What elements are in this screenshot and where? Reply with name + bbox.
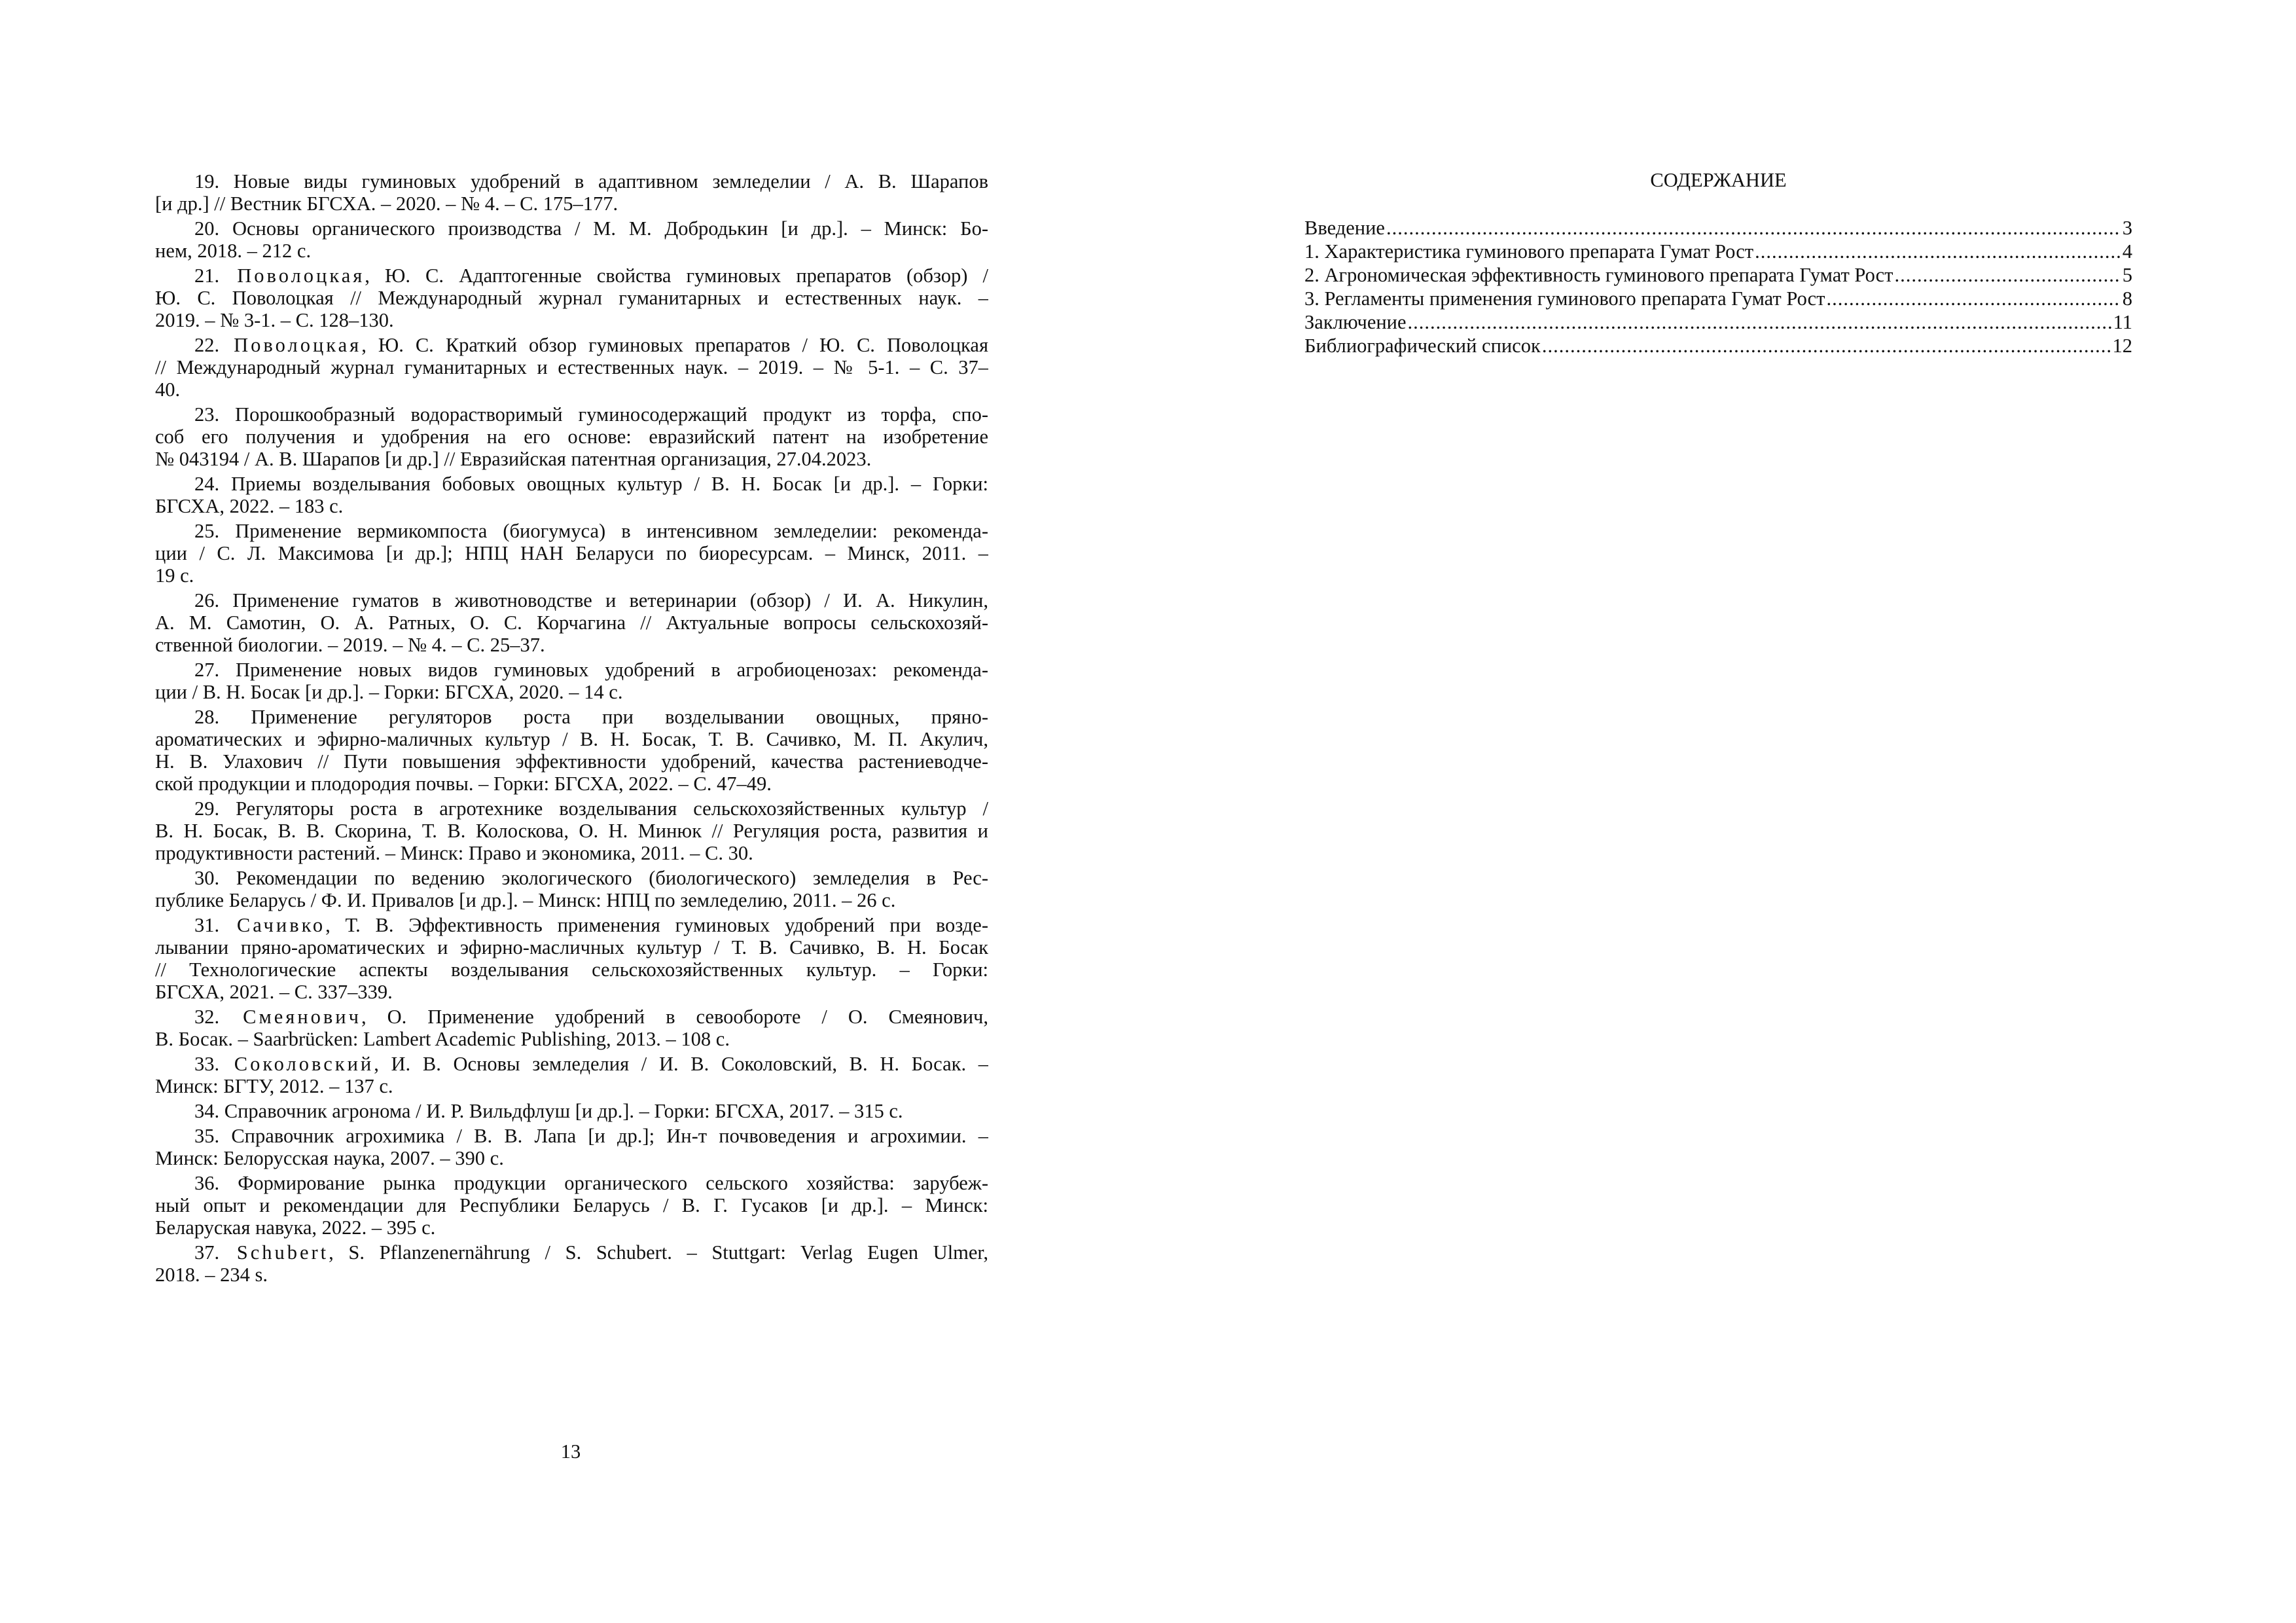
toc-item-label: 2. Агрономическая эффективность гуминового препарата Гумат Рост bbox=[1304, 264, 1893, 286]
entry-number: 21. bbox=[194, 264, 220, 287]
entry-number: 31. bbox=[194, 914, 220, 936]
toc-item[interactable] bbox=[1304, 216, 2132, 240]
entry-text: Формирование рынка продукции органического сельского хозяйства: зарубеж- bbox=[219, 1172, 988, 1194]
entry-number: 22. bbox=[194, 334, 220, 356]
right-page bbox=[1148, 0, 2296, 1623]
bibliography-entry bbox=[155, 589, 988, 656]
toc-leader-dots bbox=[1755, 240, 2121, 263]
entry-line bbox=[155, 611, 988, 634]
entry-text: № 043194 / А. В. Шарапов [и др.] // Евразийская патентная организация, 27.04.2023. bbox=[155, 448, 872, 470]
entry-number: 33. bbox=[194, 1053, 220, 1075]
entry-text: 2019. – № 3-1. – С. 128–130. bbox=[155, 309, 394, 331]
entry-line bbox=[155, 378, 988, 401]
entry-text: [и др.] // Вестник БГСХА. – 2020. – № 4. – С. 175–177. bbox=[155, 192, 619, 215]
entry-line bbox=[155, 1053, 988, 1075]
entry-text: Ю. С. Поволоцкая // Международный журнал гуманитарных и естественных наук. – bbox=[155, 287, 988, 309]
bibliography-entry bbox=[155, 1100, 988, 1122]
entry-text: Минск: БГТУ, 2012. – 137 с. bbox=[155, 1075, 393, 1097]
entry-number: 35. bbox=[194, 1125, 220, 1147]
toc-item-page: 11 bbox=[2113, 311, 2132, 333]
entry-text: продуктивности растений. – Минск: Право и экономика, 2011. – С. 30. bbox=[155, 842, 753, 864]
entry-text: Минск: Белорусская наука, 2007. – 390 с. bbox=[155, 1147, 504, 1169]
entry-author: Соколовский bbox=[219, 1053, 374, 1075]
entry-line bbox=[155, 170, 988, 192]
entry-text: публике Беларусь / Ф. И. Привалов [и др.]. – Минск: НПЦ по земледелию, 2011. – 26 с. bbox=[155, 889, 896, 911]
entry-line bbox=[155, 981, 988, 1003]
entry-text: Применение новых видов гуминовых удобрений в агробиоценозах: рекоменда- bbox=[219, 659, 988, 681]
entry-line bbox=[155, 426, 988, 448]
entry-author: Schubert bbox=[219, 1241, 329, 1264]
bibliography-entry bbox=[155, 914, 988, 1003]
toc-item[interactable] bbox=[1304, 287, 2132, 310]
bibliography-entry bbox=[155, 473, 988, 517]
entry-line bbox=[155, 889, 988, 911]
toc-item-page: 3 bbox=[2122, 217, 2132, 239]
entry-text: Применение гуматов в животноводстве и ветеринарии (обзор) / И. А. Никулин, bbox=[219, 589, 988, 611]
entry-number: 25. bbox=[194, 520, 220, 542]
entry-line bbox=[155, 797, 988, 820]
bibliography-entry bbox=[155, 706, 988, 795]
entry-line bbox=[155, 192, 988, 215]
toc-leader-dots bbox=[1895, 263, 2121, 287]
entry-text: БГСХА, 2021. – С. 337–339. bbox=[155, 981, 393, 1003]
entry-text: , О. Применение удобрений в севообороте / О. Смеянович, bbox=[361, 1006, 988, 1028]
toc-title: СОДЕРЖАНИЕ bbox=[1650, 169, 1787, 191]
entry-line bbox=[155, 217, 988, 240]
entry-text: // Международный журнал гуманитарных и естественных наук. – 2019. – № 5-1. – С. 37– bbox=[155, 356, 988, 378]
entry-line bbox=[155, 681, 988, 703]
toc-item-label: Библиографический список bbox=[1304, 335, 1541, 357]
toc-item-label: Заключение bbox=[1304, 311, 1407, 333]
entry-text: Применение регуляторов роста при возделывании овощных, пряно- bbox=[219, 706, 988, 728]
bibliography-entry bbox=[155, 1241, 988, 1286]
entry-text: Беларуская навука, 2022. – 395 с. bbox=[155, 1216, 436, 1239]
entry-line bbox=[155, 448, 988, 470]
entry-line bbox=[155, 1147, 988, 1169]
entry-line bbox=[155, 473, 988, 495]
entry-number: 37. bbox=[194, 1241, 220, 1264]
entry-text: ской продукции и плодородия почвы. – Горки: БГСХА, 2022. – С. 47–49. bbox=[155, 773, 772, 795]
entry-line bbox=[155, 240, 988, 262]
entry-line bbox=[155, 1125, 988, 1147]
entry-text: нем, 2018. – 212 с. bbox=[155, 240, 312, 262]
entry-text: ароматических и эфирно-маличных культур / В. Н. Босак, Т. В. Сачивко, М. П. Акулич, bbox=[155, 728, 988, 750]
table-of-contents bbox=[1304, 216, 2132, 357]
entry-text: Справочник агронома / И. Р. Вильдфлуш [и др.]. – Горки: БГСХА, 2017. – 315 с. bbox=[219, 1100, 903, 1122]
entry-number: 30. bbox=[194, 867, 220, 889]
entry-line bbox=[155, 589, 988, 611]
entry-text: Основы органического производства / М. М. Добродькин [и др.]. – Минск: Бо- bbox=[219, 217, 988, 240]
bibliography-entry bbox=[155, 797, 988, 864]
entry-line bbox=[155, 1216, 988, 1239]
entry-text: А. М. Самотин, О. А. Ратных, О. С. Корчагина // Актуальные вопросы сельскохозяй- bbox=[155, 611, 988, 634]
entry-text: , И. В. Основы земледелия / И. В. Соколовский, В. Н. Босак. – bbox=[374, 1053, 988, 1075]
entry-line bbox=[155, 634, 988, 656]
entry-number: 24. bbox=[194, 473, 220, 495]
entry-number: 29. bbox=[194, 797, 220, 820]
toc-item-page: 12 bbox=[2112, 335, 2132, 357]
entry-number: 36. bbox=[194, 1172, 220, 1194]
entry-line bbox=[155, 1264, 988, 1286]
entry-text: лывании пряно-ароматических и эфирно-масличных культур / Т. В. Сачивко, В. Н. Босак bbox=[155, 936, 988, 958]
entry-line bbox=[155, 750, 988, 773]
entry-author: Поволоцкая bbox=[219, 334, 362, 356]
toc-item[interactable] bbox=[1304, 240, 2132, 263]
bibliography-entry bbox=[155, 334, 988, 401]
entry-line bbox=[155, 706, 988, 728]
entry-number: 34. bbox=[194, 1100, 220, 1122]
entry-text: , Т. В. Эффективность применения гуминовых удобрений при возде- bbox=[325, 914, 988, 936]
toc-item-label: 3. Регламенты применения гуминового препарата Гумат Рост bbox=[1304, 287, 1825, 310]
entry-text: ции / С. Л. Максимова [и др.]; НПЦ НАН Беларуси по биоресурсам. – Минск, 2011. – bbox=[155, 542, 988, 564]
entry-text: Регуляторы роста в агротехнике возделывания сельскохозяйственных культур / bbox=[219, 797, 988, 820]
entry-line bbox=[155, 914, 988, 936]
entry-line bbox=[155, 958, 988, 981]
entry-text: 2018. – 234 s. bbox=[155, 1264, 268, 1286]
entry-line bbox=[155, 334, 988, 356]
bibliography-entry bbox=[155, 1053, 988, 1097]
page-number-left: 13 bbox=[560, 1440, 581, 1463]
entry-line bbox=[155, 1194, 988, 1216]
bibliography-entry bbox=[155, 1006, 988, 1050]
toc-item[interactable] bbox=[1304, 334, 2132, 357]
entry-text: Рекомендации по ведению экологического (биологического) земледелия в Рес- bbox=[219, 867, 988, 889]
entry-author: Смеянович bbox=[219, 1006, 361, 1028]
entry-number: 28. bbox=[194, 706, 220, 728]
entry-line bbox=[155, 1006, 988, 1028]
entry-number: 32. bbox=[194, 1006, 220, 1028]
bibliography-entry bbox=[155, 403, 988, 470]
entry-line bbox=[155, 542, 988, 564]
toc-item-page: 4 bbox=[2122, 240, 2132, 263]
bibliography-list bbox=[155, 170, 988, 1288]
bibliography-entry bbox=[155, 170, 988, 215]
bibliography-entry bbox=[155, 264, 988, 331]
entry-line bbox=[155, 287, 988, 309]
toc-leader-dots bbox=[1542, 334, 2111, 357]
entry-line bbox=[155, 1172, 988, 1194]
entry-line bbox=[155, 1028, 988, 1050]
entry-line bbox=[155, 356, 988, 378]
bibliography-entry bbox=[155, 1125, 988, 1169]
entry-text: , S. Pflanzenernährung / S. Schubert. – Stuttgart: Verlag Eugen Ulmer, bbox=[329, 1241, 988, 1264]
bibliography-entry bbox=[155, 520, 988, 587]
entry-text: Приемы возделывания бобовых овощных культур / В. Н. Босак [и др.]. – Горки: bbox=[219, 473, 988, 495]
entry-text: Порошкообразный водорастворимый гуминосодержащий продукт из торфа, спо- bbox=[219, 403, 988, 426]
entry-text: 19 с. bbox=[155, 564, 194, 587]
entry-line bbox=[155, 264, 988, 287]
toc-item[interactable] bbox=[1304, 310, 2132, 334]
entry-text: В. Н. Босак, В. В. Скорина, Т. В. Колоскова, О. Н. Минюк // Регуляция роста, развития и bbox=[155, 820, 988, 842]
entry-text: , Ю. С. Адаптогенные свойства гуминовых препаратов (обзор) / bbox=[365, 264, 988, 287]
entry-text: Новые виды гуминовых удобрений в адаптивном земледелии / А. В. Шарапов bbox=[219, 170, 988, 192]
entry-line bbox=[155, 773, 988, 795]
entry-line bbox=[155, 403, 988, 426]
entry-line bbox=[155, 867, 988, 889]
entry-number: 20. bbox=[194, 217, 220, 240]
entry-line bbox=[155, 1241, 988, 1264]
entry-line bbox=[155, 936, 988, 958]
entry-line bbox=[155, 520, 988, 542]
entry-text: 40. bbox=[155, 378, 181, 401]
entry-number: 27. bbox=[194, 659, 220, 681]
entry-line bbox=[155, 495, 988, 517]
toc-leader-dots bbox=[1408, 310, 2112, 334]
toc-item-page: 8 bbox=[2122, 287, 2132, 310]
toc-leader-dots bbox=[1386, 216, 2121, 240]
toc-item-label: Введение bbox=[1304, 217, 1385, 239]
entry-author: Поволоцкая bbox=[219, 264, 365, 287]
bibliography-entry bbox=[155, 217, 988, 262]
entry-text: В. Босак. – Saarbrücken: Lambert Academic Publishing, 2013. – 108 с. bbox=[155, 1028, 730, 1050]
bibliography-entry bbox=[155, 659, 988, 703]
toc-leader-dots bbox=[1826, 287, 2121, 310]
entry-line bbox=[155, 842, 988, 864]
entry-text: БГСХА, 2022. – 183 с. bbox=[155, 495, 344, 517]
bibliography-entry bbox=[155, 867, 988, 911]
entry-number: 26. bbox=[194, 589, 220, 611]
entry-line bbox=[155, 1075, 988, 1097]
entry-text: , Ю. С. Краткий обзор гуминовых препаратов / Ю. С. Поволоцкая bbox=[361, 334, 988, 356]
entry-text: ный опыт и рекомендации для Республики Беларусь / В. Г. Гусаков [и др.]. – Минск: bbox=[155, 1194, 988, 1216]
toc-item[interactable] bbox=[1304, 263, 2132, 287]
entry-text: ции / В. Н. Босак [и др.]. – Горки: БГСХА, 2020. – 14 с. bbox=[155, 681, 623, 703]
entry-line bbox=[155, 659, 988, 681]
entry-line bbox=[155, 820, 988, 842]
entry-text: ственной биологии. – 2019. – № 4. – С. 25–37. bbox=[155, 634, 545, 656]
toc-item-label: 1. Характеристика гуминового препарата Гумат Рост bbox=[1304, 240, 1754, 263]
entry-line bbox=[155, 728, 988, 750]
entry-text: соб его получения и удобрения на его основе: евразийский патент на изобретение bbox=[155, 426, 988, 448]
entry-text: Применение вермикомпоста (биогумуса) в интенсивном земледелии: рекоменда- bbox=[219, 520, 988, 542]
toc-item-page: 5 bbox=[2122, 264, 2132, 286]
entry-line bbox=[155, 564, 988, 587]
entry-text: Справочник агрохимика / В. В. Лапа [и др.]; Ин-т почвоведения и агрохимии. – bbox=[219, 1125, 988, 1147]
entry-line bbox=[155, 1100, 988, 1122]
entry-author: Сачивко bbox=[219, 914, 326, 936]
entry-text: // Технологические аспекты возделывания сельскохозяйственных культур. – Горки: bbox=[155, 958, 988, 981]
bibliography-entry bbox=[155, 1172, 988, 1239]
entry-number: 19. bbox=[194, 170, 220, 192]
entry-line bbox=[155, 309, 988, 331]
entry-number: 23. bbox=[194, 403, 220, 426]
entry-text: Н. В. Улахович // Пути повышения эффективности удобрений, качества растениеводче- bbox=[155, 750, 988, 773]
